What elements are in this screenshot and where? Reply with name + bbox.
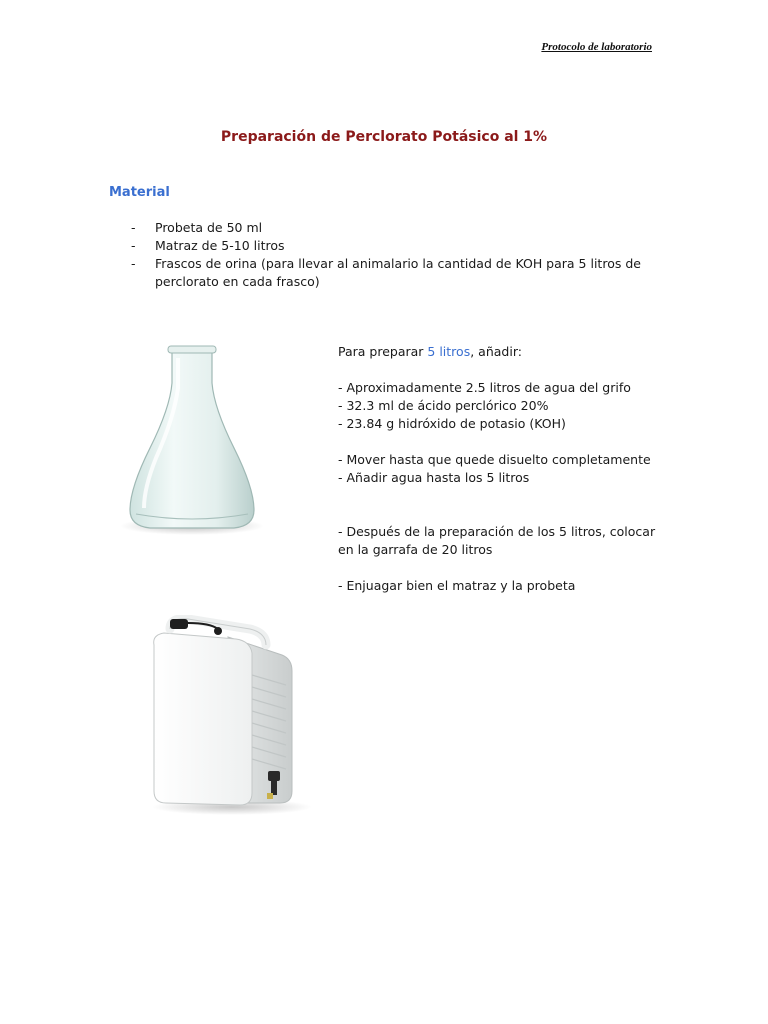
instructions-intro [338, 343, 668, 361]
list-dash: - [131, 238, 136, 253]
erlenmeyer-flask-icon [110, 338, 270, 538]
page-title: Preparación de Perclorato Potásico al 1% [220, 129, 548, 145]
step-item: - Enjuagar bien el matraz y la probeta [338, 578, 576, 593]
step-item: - Aproximadamente 2.5 litros de agua del grifo [338, 380, 631, 395]
water-jerrycan-icon [140, 615, 315, 820]
list-item [131, 237, 671, 255]
step-item: - 32.3 ml de ácido perclórico 20% [338, 398, 549, 413]
material-heading: Material [109, 185, 170, 200]
step-item: - Añadir agua hasta los 5 litros [338, 470, 530, 485]
intro-highlight: 5 litros [427, 344, 471, 359]
intro-suffix: , añadir: [470, 344, 522, 359]
step-item: - Mover hasta que quede disuelto completamente [338, 452, 651, 467]
list-item [131, 219, 671, 237]
step-item: - Después de la preparación de los 5 litros, colocar en la garrafa de 20 litros [338, 524, 656, 557]
list-dash: - [131, 256, 136, 271]
list-item-text: Probeta de 50 ml [155, 220, 263, 235]
material-list [131, 219, 671, 291]
list-dash: - [131, 220, 136, 235]
instructions-block [338, 343, 668, 595]
intro-prefix: Para preparar [338, 344, 428, 359]
list-item [131, 255, 671, 291]
list-item-text: Matraz de 5-10 litros [155, 238, 285, 253]
document-header: Protocolo de laboratorio [541, 41, 652, 53]
list-item-text: Frascos de orina (para llevar al animalario la cantidad de KOH para 5 litros de perclorato en cada frasco) [155, 256, 641, 289]
step-item: - 23.84 g hidróxido de potasio (KOH) [338, 416, 566, 431]
